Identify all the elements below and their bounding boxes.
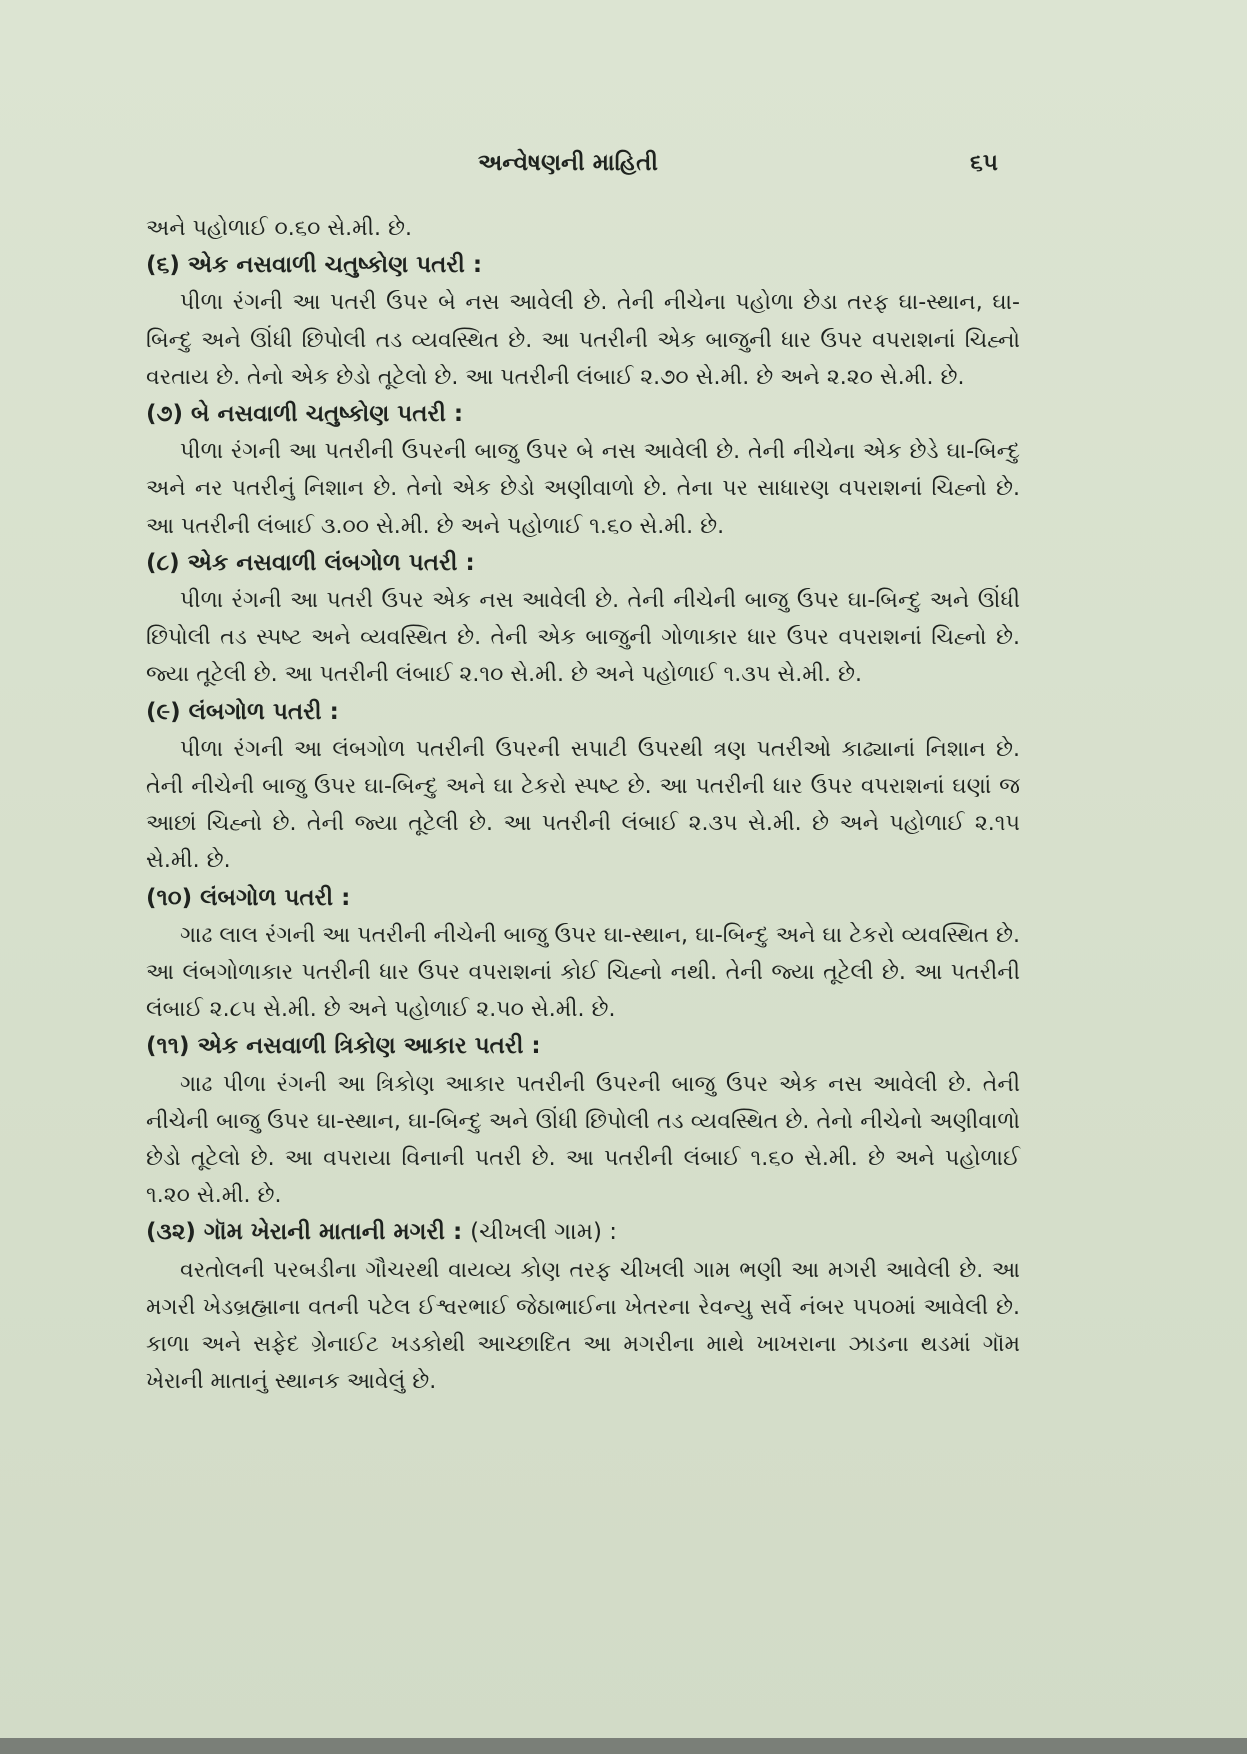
section-heading-32-title: (૩૨) ગૉમ ખેરાની માતાની મગરી :: [146, 1219, 463, 1246]
page-header: [0, 150, 1247, 186]
section-text-10: ગાઢ લાલ રંગની આ પતરીની નીચેની બાજુ ઉપર ઘા-સ્થાન, ઘા-બિન્દુ અને ઘા ટેકરો વ્યવસ્થિત છે. આ લંબગોળાકાર પતરીની ધાર ઉપર વપરાશનાં કોઈ ચિહ્નો નથી. તેની જ્યા તૂટેલી છે. આ પતરીની લંબાઈ ૨.૮૫ સે.મી. છે અને પહોળાઈ ૨.૫૦ સે.મી. છે.: [146, 922, 1020, 1023]
section-heading-9: (૯) લંબગોળ પતરી :: [146, 698, 339, 725]
section-heading-7: (૭) બે નસવાળી ચતુષ્કોણ પતરી :: [146, 401, 464, 428]
section-heading-32-note: (ચીખલી ગામ) :: [470, 1219, 618, 1246]
page-body: [146, 210, 1020, 1401]
continued-line: અને પહોળાઈ ૦.૬૦ સે.મી. છે.: [146, 216, 412, 241]
scan-bottom-edge: [0, 1738, 1247, 1754]
section-text-9: પીળા રંગની આ લંબગોળ પતરીની ઉપરની સપાટી ઉપરથી ત્રણ પતરીઓ કાઢ્યાનાં નિશાન છે. તેની નીચેની બાજુ ઉપર ઘા-બિન્દુ અને ઘા ટેકરો સ્પષ્ટ છે. આ પતરીની ધાર ઉપર વપરાશનાં ઘણાં જ આછાં ચિહ્નો છે. તેની જ્યા તૂટેલી છે. આ પતરીની લંબાઈ ૨.૩૫ સે.મી. છે અને પહોળાઈ ૨.૧૫ સે.મી. છે.: [146, 736, 1020, 874]
section-text-11: ગાઢ પીળા રંગની આ ત્રિકોણ આકાર પતરીની ઉપરની બાજુ ઉપર એક નસ આવેલી છે. તેની નીચેની બાજુ ઉપર ઘા-સ્થાન, ઘા-બિન્દુ અને ઊંધી છિપોલી તડ વ્યવસ્થિત છે. તેનો નીચેનો અણીવાળો છેડો તૂટેલો છે. આ વપરાયા વિનાની પતરી છે. આ પતરીની લંબાઈ ૧.૬૦ સે.મી. છે અને પહોળાઈ ૧.૨૦ સે.મી. છે.: [146, 1071, 1020, 1209]
page-number: ૬૫: [970, 150, 998, 176]
running-title: અન્વેષણની માહિતી: [478, 150, 659, 176]
section-heading-10: (૧૦) લંબગોળ પતરી :: [146, 884, 351, 911]
section-heading-11: (૧૧) એક નસવાળી ત્રિકોણ આકાર પતરી :: [146, 1033, 541, 1060]
section-heading-6: (૬) એક નસવાળી ચતુષ્કોણ પતરી :: [146, 252, 483, 279]
section-text-7: પીળા રંગની આ પતરીની ઉપરની બાજુ ઉપર બે નસ આવેલી છે. તેની નીચેના એક છેડે ઘા-બિન્દુ અને નર પતરીનું નિશાન છે. તેનો એક છેડો અણીવાળો છે. તેના પર સાધારણ વપરાશનાં ચિહ્નો છે. આ પતરીની લંબાઈ ૩.૦૦ સે.મી. છે અને પહોળાઈ ૧.૬૦ સે.મી. છે.: [146, 439, 1020, 539]
section-heading-8: (૮) એક નસવાળી લંબગોળ પતરી :: [146, 549, 475, 576]
section-heading-32: [146, 1214, 1020, 1251]
section-text-32: વરતોલની પરબડીના ગૌચરથી વાયવ્ય કોણ તરફ ચીખલી ગામ ભણી આ મગરી આવેલી છે. આ મગરી ખેડબ્રહ્માના વતની પટેલ ઈશ્વરભાઈ જેઠાભાઈના ખેતરના રેવન્યુ સર્વે નંબર ૫૫૦માં આવેલી છે. કાળા અને સફેદ ગ્રેનાઈટ ખડકોથી આચ્છાદિત આ મગરીના માથે ખાખરાના ઝાડના થડમાં ગૉમ ખેરાની માતાનું સ્થાનક આવેલું છે.: [146, 1257, 1020, 1395]
section-text-8: પીળા રંગની આ પતરી ઉપર એક નસ આવેલી છે. તેની નીચેની બાજુ ઉપર ઘા-બિન્દુ અને ઊંધી છિપોલી તડ સ્પષ્ટ અને વ્યવસ્થિત છે. તેની એક બાજુની ગોળાકાર ધાર ઉપર વપરાશનાં ચિહ્નો છે. જ્યા તૂટેલી છે. આ પતરીની લંબાઈ ૨.૧૦ સે.મી. છે અને પહોળાઈ ૧.૩૫ સે.મી. છે.: [146, 588, 1020, 688]
section-text-6: પીળા રંગની આ પતરી ઉપર બે નસ આવેલી છે. તેની નીચેના પહોળા છેડા તરફ ઘા-સ્થાન, ઘા-બિન્દુ અને ઊંધી છિપોલી તડ વ્યવસ્થિત છે. આ પતરીની એક બાજુની ધાર ઉપર વપરાશનાં ચિહ્નો વરતાય છે. તેનો એક છેડો તૂટેલો છે. આ પતરીની લંબાઈ ૨.૭૦ સે.મી. છે અને ૨.૨૦ સે.મી. છે.: [146, 290, 1020, 390]
